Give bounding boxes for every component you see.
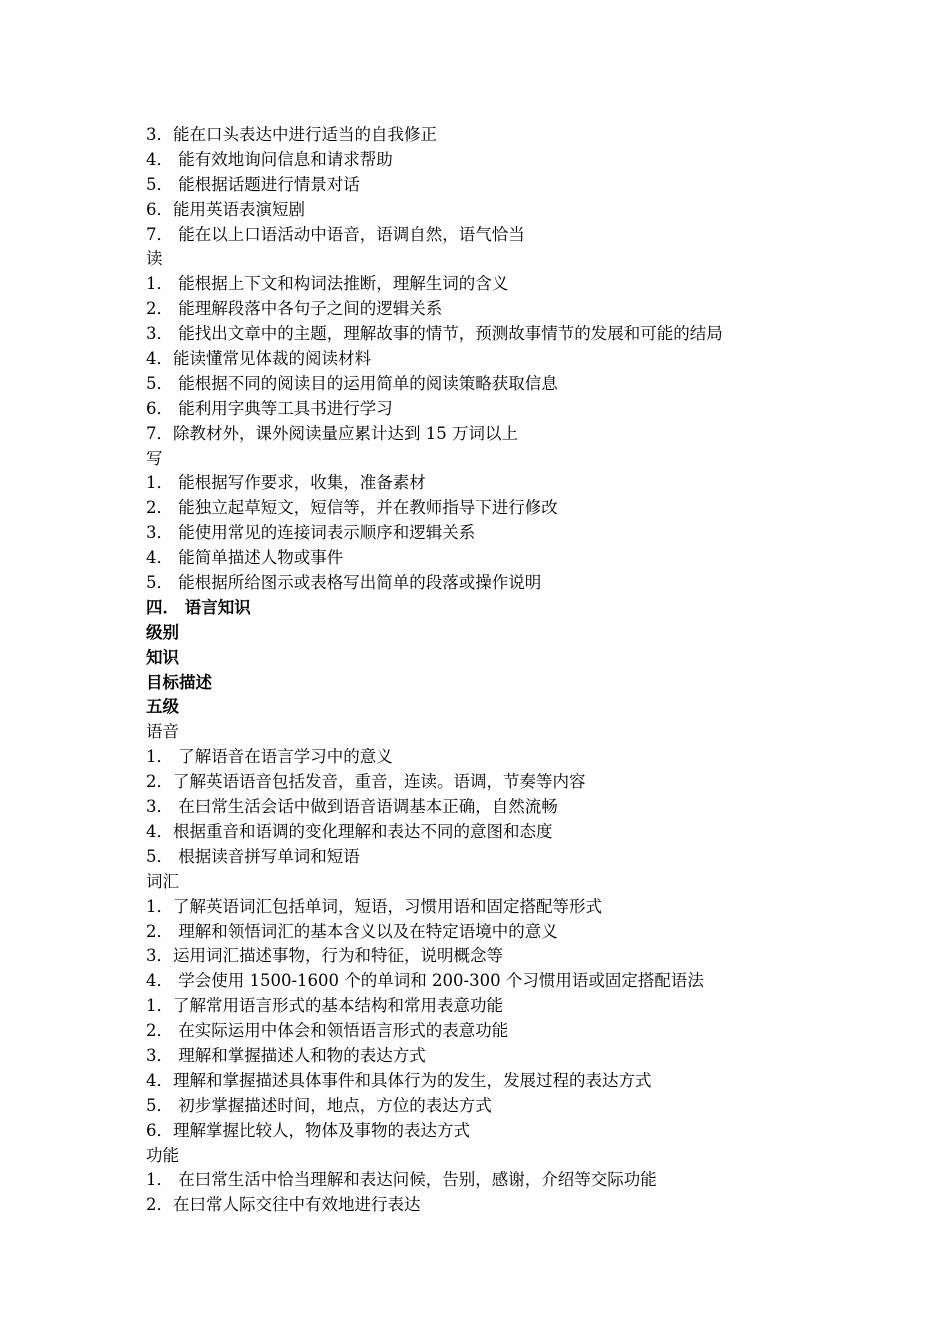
document-page <box>146 123 846 1218</box>
text-line: 写 <box>146 448 163 468</box>
text-line: 7．除教材外，课外阅读量应累计达到 15 万词以上 <box>146 423 518 443</box>
text-line: 4．能读懂常见体裁的阅读材料 <box>146 349 371 369</box>
text-line: 读 <box>146 249 163 269</box>
text-line: 功能 <box>146 1145 179 1165</box>
text-line: 词汇 <box>146 871 179 891</box>
text-line: 4． 能有效地询问信息和请求帮助 <box>146 149 393 169</box>
section-heading: 知识 <box>146 647 179 667</box>
text-line: 2． 能独立起草短文，短信等，并在教师指导下进行修改 <box>146 498 558 518</box>
text-line: 6．能用英语表演短剧 <box>146 199 305 219</box>
text-line: 3． 能使用常见的连接词表示顺序和逻辑关系 <box>146 523 476 543</box>
text-line: 5． 能根据话题进行情景对话 <box>146 174 360 194</box>
text-line: 5． 初步掌握描述时间，地点，方位的表达方式 <box>146 1095 492 1115</box>
text-line: 语音 <box>146 722 179 742</box>
text-line: 5． 能根据不同的阅读目的运用简单的阅读策略获取信息 <box>146 373 558 393</box>
text-line: 4．理解和掌握描述具体事件和具体行为的发生，发展过程的表达方式 <box>146 1070 652 1090</box>
text-line: 1． 在曰常生活中恰当理解和表达问候，告别，感谢，介绍等交际功能 <box>146 1170 657 1190</box>
text-line: 1．了解常用语言形式的基本结构和常用表意功能 <box>146 996 503 1016</box>
text-line: 3． 理解和掌握描述人和物的表达方式 <box>146 1045 426 1065</box>
section-heading: 目标描述 <box>146 672 212 692</box>
section-heading: 级别 <box>146 622 179 642</box>
text-line: 2． 在实际运用中体会和领悟语言形式的表意功能 <box>146 1021 509 1041</box>
text-line: 1． 能根据上下文和构词法推断，理解生词的含义 <box>146 274 509 294</box>
text-line: 3．运用词汇描述事物，行为和特征，说明概念等 <box>146 946 503 966</box>
section-heading: 四． 语言知识 <box>146 597 251 617</box>
text-line: 1． 能根据写作要求，收集，准备素材 <box>146 473 426 493</box>
text-line: 4． 学会使用 1500-1600 个的单词和 200-300 个习惯用语或固定搭配语法 <box>146 971 704 991</box>
section-heading: 五级 <box>146 697 179 717</box>
text-line: 1．了解英语词汇包括单词，短语，习惯用语和固定搭配等形式 <box>146 896 602 916</box>
text-line: 4． 能简单描述人物或事件 <box>146 548 344 568</box>
text-line: 5． 根据读音拼写单词和短语 <box>146 846 360 866</box>
text-line: 6．理解掌握比较人，物体及事物的表达方式 <box>146 1120 470 1140</box>
text-line: 4．根据重音和语调的变化理解和表达不同的意图和态度 <box>146 821 553 841</box>
text-line: 2．了解英语语音包括发音，重音，连读。语调，节奏等内容 <box>146 772 586 792</box>
text-line: 3． 能找出文章中的主题，理解故事的情节，预测故事情节的发展和可能的结局 <box>146 324 723 344</box>
text-line: 7． 能在以上口语活动中语音，语调自然，语气恰当 <box>146 224 525 244</box>
text-line: 2．在曰常人际交往中有效地进行表达 <box>146 1195 421 1215</box>
text-line: 3． 在曰常生活会话中做到语音语调基本正确，自然流畅 <box>146 797 558 817</box>
text-line: 3．能在口头表达中进行适当的自我修正 <box>146 125 437 144</box>
text-line: 2． 能理解段落中各句子之间的逻辑关系 <box>146 299 443 319</box>
text-line: 1． 了解语音在语言学习中的意义 <box>146 747 393 767</box>
text-line: 2． 理解和领悟词汇的基本含义以及在特定语境中的意义 <box>146 921 558 941</box>
text-line: 5． 能根据所给图示或表格写出简单的段落或操作说明 <box>146 573 542 593</box>
text-line: 6． 能利用字典等工具书进行学习 <box>146 398 393 418</box>
